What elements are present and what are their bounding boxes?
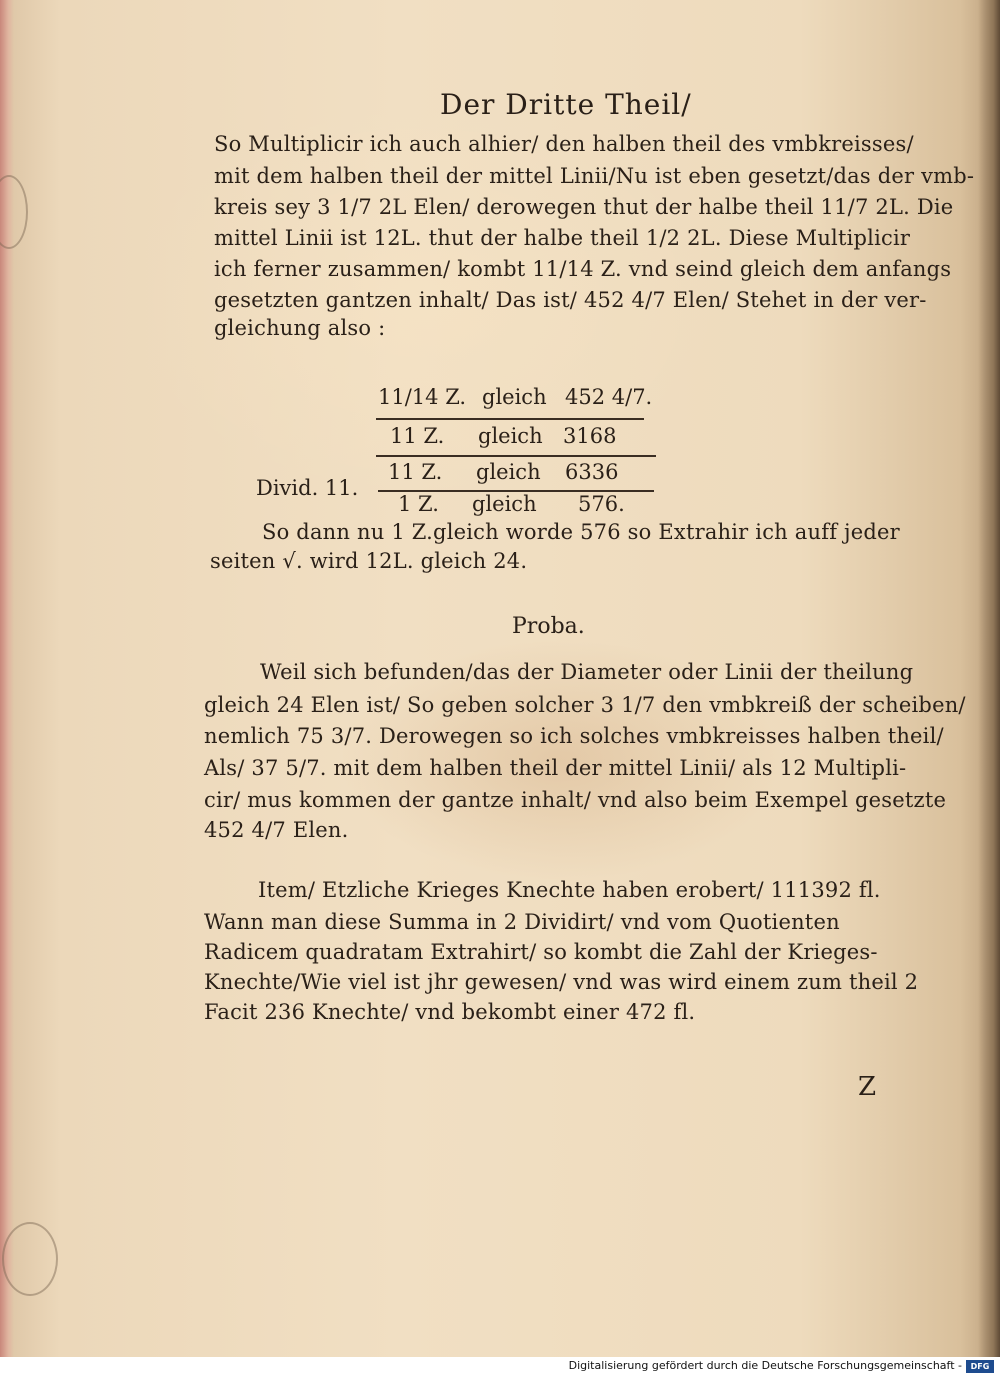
signature-mark: Z [858,1072,877,1102]
equation-word: gleich [478,424,543,448]
equation-rhs: 452 4/7. [565,385,653,409]
funding-credit: Digitalisierung gefördert durch die Deutsche Forschungsgemeinschaft - [568,1359,962,1372]
division-label: Divid. 11. [256,476,359,500]
text-line: So dann nu 1 Z.gleich worde 576 so Extrahir ich auff jeder [262,520,900,544]
equation-lhs: 1 Z. [398,492,439,516]
text-line: gleichung also : [214,316,386,340]
page-right-edge [978,0,1000,1357]
text-line: gleich 24 Elen ist/ So geben solcher 3 1/7 den vmbkreiß der scheiben/ [204,693,966,717]
equation-rhs: 6336 [565,460,619,484]
text-line: ich ferner zusammen/ kombt 11/14 Z. vnd seind gleich dem anfangs [214,257,952,281]
text-line: Wann man diese Summa in 2 Dividirt/ vnd vom Quotienten [204,910,840,934]
equation-lhs: 11/14 Z. [378,385,467,409]
text-line: kreis sey 3 1/7 2L Elen/ derowegen thut der halbe theil 11/7 2L. Die [214,195,954,219]
equation-rule [376,455,656,457]
equation-rule [376,418,644,420]
running-header: Der Dritte Theil/ [440,88,692,121]
text-line: Weil sich befunden/das der Diameter oder Linii der theilung [260,660,914,684]
text-line: gesetzten gantzen inhalt/ Das ist/ 452 4/7 Elen/ Stehet in der ver- [214,288,927,312]
text-line: mit dem halben theil der mittel Linii/Nu ist eben gesetzt/das der vmb- [214,164,975,188]
equation-word: gleich [472,492,537,516]
text-line: So Multiplicir ich auch alhier/ den halben theil des vmbkreisses/ [214,132,914,156]
text-line: Facit 236 Knechte/ vnd bekombt einer 472 fl. [204,1000,696,1024]
text-line: Als/ 37 5/7. mit dem halben theil der mittel Linii/ als 12 Multipli- [204,756,907,780]
equation-rhs: 576. [578,492,625,516]
equation-rhs: 3168 [563,424,617,448]
text-line: Knechte/Wie viel ist jhr gewesen/ vnd was wird einem zum theil 2 [204,970,919,994]
text-line: 452 4/7 Elen. [204,818,349,842]
text-line: cir/ mus kommen der gantze inhalt/ vnd also beim Exempel gesetzte [204,788,947,812]
footer-bar [0,1357,1000,1376]
text-line: mittel Linii ist 12L. thut der halbe theil 1/2 2L. Diese Multiplicir [214,226,911,250]
text-line: Radicem quadratam Extrahirt/ so kombt die Zahl der Krieges- [204,940,878,964]
equation-word: gleich [476,460,541,484]
equation-lhs: 11 Z. [390,424,445,448]
section-heading: Proba. [512,614,585,639]
text-line: Item/ Etzliche Krieges Knechte haben erobert/ 111392 fl. [258,878,881,902]
binding-clip-bottom [2,1222,58,1296]
equation-lhs: 11 Z. [388,460,443,484]
equation-word: gleich [482,385,547,409]
dfg-logo: DFG [966,1360,994,1373]
binding-clip-top [0,175,28,249]
text-line: nemlich 75 3/7. Derowegen so ich solches vmbkreisses halben theil/ [204,724,944,748]
text-line: seiten √. wird 12L. gleich 24. [210,549,528,573]
